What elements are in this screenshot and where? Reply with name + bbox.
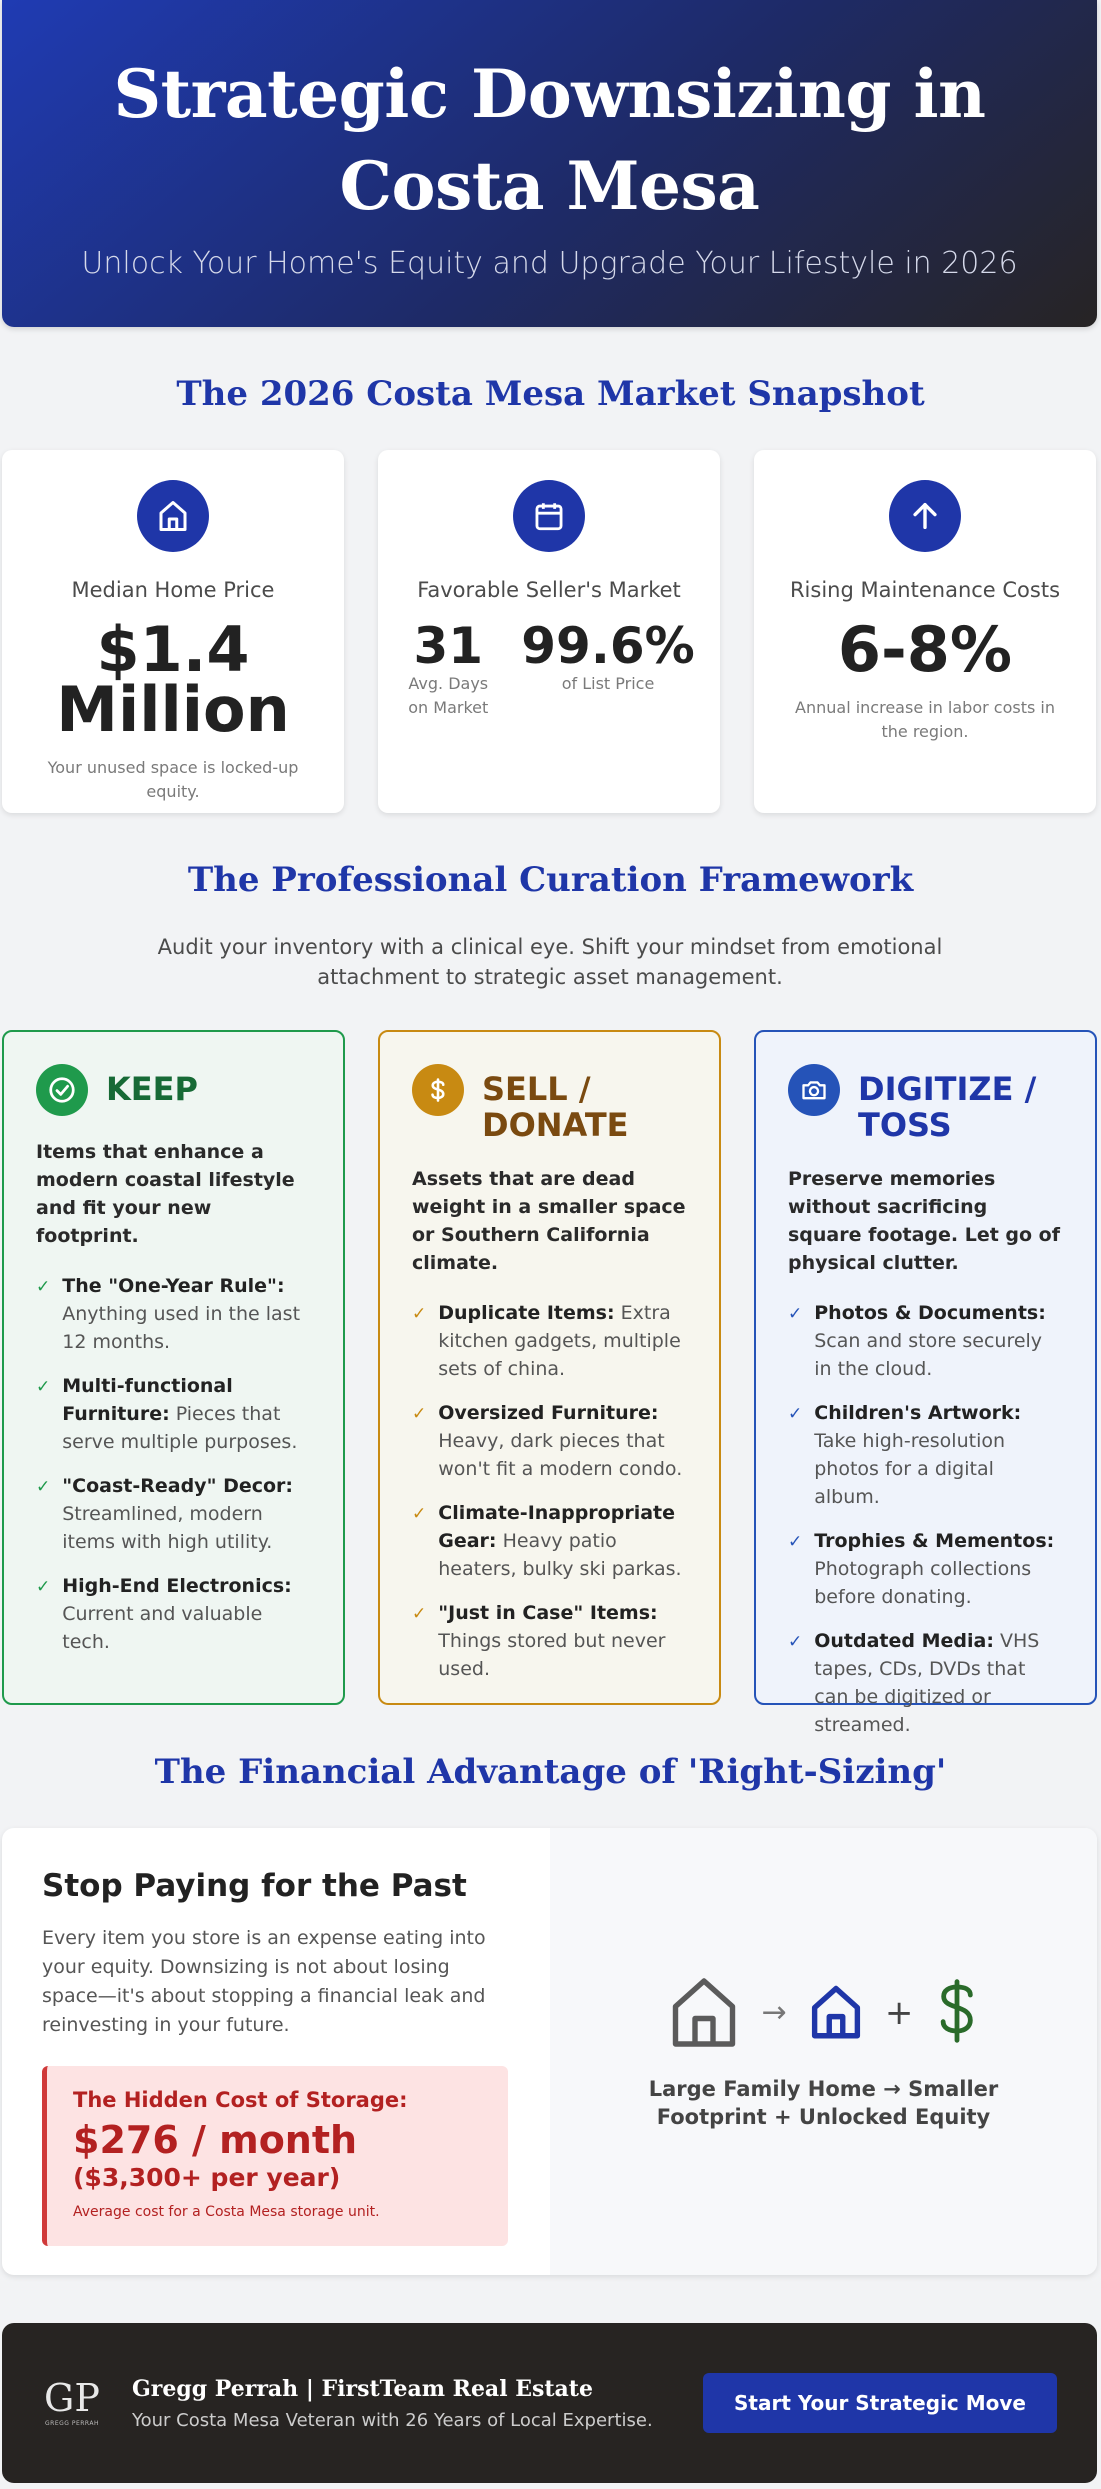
dollar-icon [412, 1064, 464, 1116]
column-list [412, 1299, 689, 1683]
stat-value: 6-8% [837, 613, 1013, 686]
column-keep [2, 1030, 345, 1705]
item-text: Current and valuable tech. [62, 1603, 263, 1653]
stat-label: Median Home Price [71, 578, 275, 602]
check-icon: ✓ [36, 1577, 51, 1597]
item-text: Heavy, dark pieces that won't fit a modern condo. [438, 1430, 683, 1480]
check-icon: ✓ [412, 1504, 427, 1524]
stat-value: 31 [413, 617, 484, 675]
check-icon: ✓ [412, 1304, 427, 1324]
check-icon: ✓ [788, 1532, 803, 1552]
stat-pair [378, 617, 720, 720]
item-title: Oversized Furniture: [438, 1402, 659, 1424]
financial-panel [2, 1828, 1097, 2275]
hero-banner [2, 0, 1097, 327]
stat-note: Annual increase in labor costs in the region. [795, 698, 1055, 741]
footer [2, 2323, 1097, 2483]
arrow-up-icon [889, 480, 961, 552]
agent-tagline: Your Costa Mesa Veteran with 26 Years of Local Expertise. [132, 2409, 653, 2431]
stat-days-on-market [403, 617, 493, 720]
list-item [36, 1472, 313, 1556]
check-icon: ✓ [36, 1377, 51, 1397]
column-sell-donate [378, 1030, 721, 1705]
column-description: Items that enhance a modern coastal lifestyle and fit your new footprint. [36, 1141, 295, 1247]
agent-name: Gregg Perrah | FirstTeam Real Estate [132, 2375, 593, 2402]
item-text: VHS tapes, CDs, DVDs that can be digitized or streamed. [814, 1630, 1040, 1736]
agent-info [132, 2376, 703, 2431]
stat-caption: Avg. Days on Market [408, 674, 489, 717]
stat-value: 99.6% [521, 617, 695, 675]
stat-card-median-price [2, 450, 344, 813]
equation-caption: Large Family Home → Smaller Footprint + Unlocked Equity [648, 2076, 999, 2129]
list-item [36, 1572, 313, 1656]
financial-title: The Financial Advantage of 'Right-Sizing' [154, 1752, 947, 1792]
downsizing-equation [550, 1828, 1097, 2275]
stat-list-price [521, 617, 695, 720]
stat-card-sellers-market [378, 450, 720, 813]
logo-mark: GP [44, 2376, 100, 2420]
small-home-icon [809, 1982, 863, 2044]
column-digitize-toss [754, 1030, 1097, 1736]
item-text: Photograph collections before donating. [814, 1558, 1032, 1608]
agent-logo [42, 2372, 102, 2434]
column-list [788, 1299, 1065, 1739]
check-icon: ✓ [788, 1632, 803, 1652]
check-circle-icon [36, 1064, 88, 1116]
item-text: Extra kitchen gadgets, multiple sets of china. [438, 1302, 681, 1380]
cost-monthly: $276 / month [73, 2118, 358, 2162]
list-item [788, 1627, 1065, 1739]
check-icon: ✓ [788, 1304, 803, 1324]
check-icon: ✓ [412, 1404, 427, 1424]
stat-label: Rising Maintenance Costs [789, 578, 1061, 602]
snapshot-title: The 2026 Costa Mesa Market Snapshot [176, 374, 925, 414]
item-text: Pieces that serve multiple purposes. [62, 1403, 298, 1453]
check-icon: ✓ [412, 1604, 427, 1624]
framework-intro: Audit your inventory with a clinical eye. Shift your mindset from emotional attachment to strategic asset management. [157, 935, 943, 989]
item-text: Heavy patio heaters, bulky ski parkas. [438, 1530, 682, 1580]
item-text: Scan and store securely in the cloud. [814, 1330, 1043, 1380]
item-title: Climate-Inappropriate Gear: [438, 1502, 676, 1552]
item-title: Children's Artwork: [814, 1402, 1022, 1424]
list-item [412, 1299, 689, 1383]
cost-note: Average cost for a Costa Mesa storage unit. [73, 2204, 380, 2220]
column-description: Assets that are dead weight in a smaller space or Southern California climate. [412, 1168, 686, 1274]
check-icon: ✓ [788, 1404, 803, 1424]
arrow-right-icon: → [761, 1995, 787, 2030]
dollar-equity-icon [935, 1979, 979, 2047]
list-item [412, 1399, 689, 1483]
item-title: "Just in Case" Items: [438, 1602, 658, 1624]
column-title: KEEP [106, 1070, 198, 1108]
page-subtitle: Unlock Your Home's Equity and Upgrade Your Lifestyle in 2026 [81, 246, 1018, 281]
item-title: Multi-functional Furniture: [62, 1375, 233, 1425]
item-title: Duplicate Items: [438, 1302, 615, 1324]
list-item [36, 1272, 313, 1356]
item-title: Outdated Media: [814, 1630, 994, 1652]
column-title: DIGITIZE / TOSS [858, 1070, 1037, 1144]
column-title: SELL / DONATE [482, 1070, 629, 1144]
page-title: Strategic Downsizing in Costa Mesa [113, 55, 986, 225]
list-item [788, 1399, 1065, 1511]
list-item [788, 1527, 1065, 1611]
storage-cost-callout [42, 2066, 508, 2246]
cost-yearly: ($3,300+ per year) [73, 2163, 341, 2192]
item-title: Photos & Documents: [814, 1302, 1046, 1324]
list-item [412, 1599, 689, 1683]
framework-title: The Professional Curation Framework [187, 860, 914, 900]
cost-title: The Hidden Cost of Storage: [73, 2088, 408, 2112]
list-item [788, 1299, 1065, 1383]
financial-heading: Stop Paying for the Past [42, 1868, 467, 1904]
home-icon [137, 480, 209, 552]
item-title: The "One-Year Rule": [62, 1275, 285, 1297]
item-text: Streamlined, modern items with high utility. [62, 1503, 273, 1553]
start-strategic-move-button[interactable]: Start Your Strategic Move [703, 2373, 1057, 2433]
item-title: High-End Electronics: [62, 1575, 292, 1597]
calendar-icon [513, 480, 585, 552]
list-item [412, 1499, 689, 1583]
large-home-icon [668, 1973, 740, 2053]
financial-text [2, 1828, 550, 2275]
item-text: Things stored but never used. [438, 1630, 666, 1680]
list-item [36, 1372, 313, 1456]
column-list [36, 1272, 313, 1656]
check-icon: ✓ [36, 1277, 51, 1297]
item-title: "Coast-Ready" Decor: [62, 1475, 294, 1497]
financial-body: Every item you store is an expense eating into your equity. Downsizing is not about losing space—it's about stopping a financial leak and reinvesting in your future. [42, 1927, 486, 2036]
logo-text: GREGG PERRAH [45, 2420, 99, 2427]
item-text: Anything used in the last 12 months. [62, 1303, 301, 1353]
column-description: Preserve memories without sacrificing square footage. Let go of physical clutter. [788, 1168, 1061, 1274]
stat-value: $1.4 Million [56, 613, 290, 746]
stat-label: Favorable Seller's Market [417, 578, 681, 602]
item-text: Take high-resolution photos for a digital album. [814, 1430, 1006, 1508]
stat-note: Your unused space is locked-up equity. [47, 758, 299, 801]
plus-icon: + [884, 1992, 914, 2033]
camera-icon [788, 1064, 840, 1116]
item-title: Trophies & Mementos: [814, 1530, 1055, 1552]
stat-card-maintenance [754, 450, 1096, 813]
check-icon: ✓ [36, 1477, 51, 1497]
stat-caption: of List Price [561, 674, 655, 693]
